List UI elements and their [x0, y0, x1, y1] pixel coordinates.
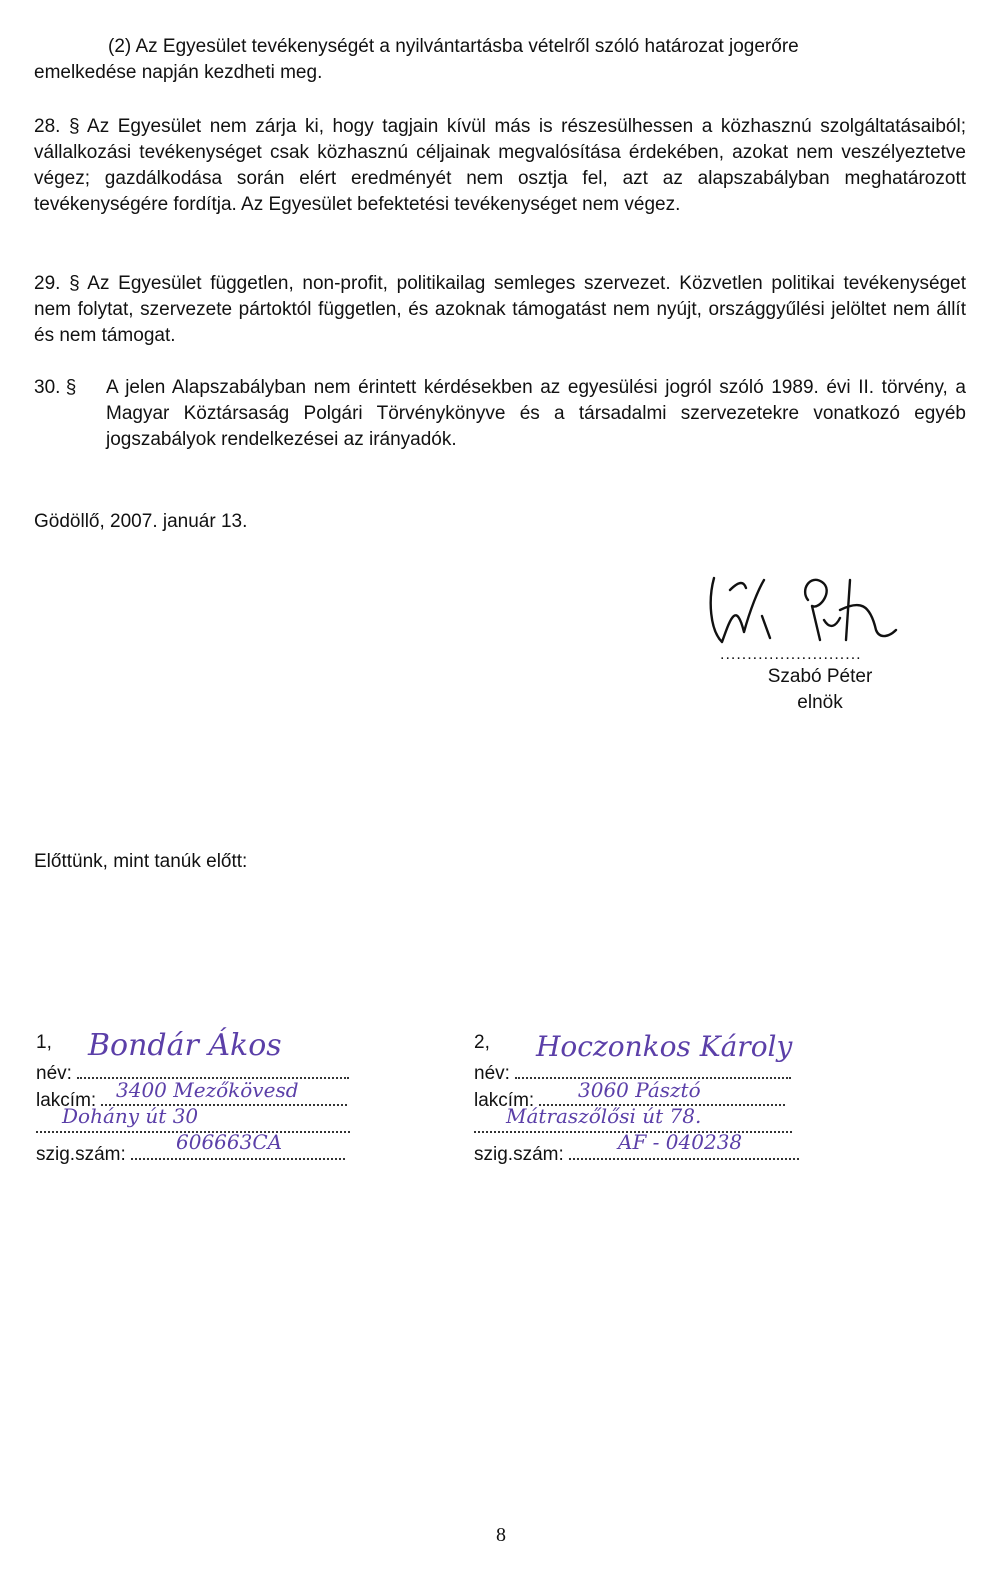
paragraph-line: emelkedése napján kezdheti meg.	[34, 62, 323, 83]
witness-number: 2,	[474, 1032, 490, 1053]
signatory-name: Szabó Péter	[767, 666, 873, 687]
paragraph-27-2	[34, 34, 966, 86]
signatory-title: elnök	[797, 692, 843, 713]
handwritten-name: Bondár Ákos	[88, 1028, 282, 1063]
paragraph-28: 28. § Az Egyesület nem zárja ki, hogy tagjain kívül más is részesülhessen a közhasznú szolgáltatásaiból; vállalkozási tevékenységet csak közhasznú céljainak megvalósítása érdekében, azokat nem veszélyeztetve végez; gazdálkodása során elért eredményét nem osztja fel, azt az alapszabályban meghatározott tevékenységére fordítja. Az Egyesület befektetési tevékenységet nem végez.	[34, 116, 966, 215]
handwritten-id: AF - 040238	[618, 1130, 743, 1154]
section-number: 30. §	[34, 377, 77, 398]
page-number: 8	[496, 1524, 506, 1546]
name-label: név:	[36, 1063, 72, 1084]
witness-block-1	[36, 1028, 376, 1172]
witness-intro: Előttünk, mint tanúk előtt:	[34, 851, 248, 872]
name-label: név:	[474, 1063, 510, 1084]
address-label: lakcím:	[36, 1090, 97, 1111]
handwritten-address: 3400 Mezőkövesd	[116, 1078, 299, 1102]
handwritten-address: 3060 Pásztó	[578, 1078, 701, 1102]
section-body: A jelen Alapszabályban nem érintett kérdésekben az egyesülési jogról szóló 1989. évi II. törvény, a Magyar Köztársaság Polgári Törvénykönyve és a társadalmi szervezetekre vonatkozó egyéb jogszabályok rendelkezései az irányadók.	[106, 377, 966, 450]
signature-line: ..........................	[720, 646, 862, 663]
witness-block-2	[474, 1032, 854, 1172]
id-label: szig.szám:	[36, 1144, 126, 1165]
place-and-date: Gödöllő, 2007. január 13.	[34, 511, 248, 532]
president-signature	[700, 560, 940, 660]
signatory	[720, 664, 920, 716]
handwritten-address: Mátraszőlősi út 78.	[506, 1104, 702, 1128]
handwritten-id: 606663CA	[176, 1130, 283, 1154]
witness-number: 1,	[36, 1032, 52, 1053]
handwritten-address: Dohány út 30	[62, 1104, 199, 1128]
id-label: szig.szám:	[474, 1144, 564, 1165]
handwritten-name: Hoczonkos Károly	[536, 1030, 793, 1063]
paragraph-line: (2) Az Egyesület tevékenységét a nyilvántartásba vételről szóló határozat jogerőre	[108, 36, 799, 57]
address-label: lakcím:	[474, 1090, 535, 1111]
paragraph-30	[34, 375, 966, 453]
paragraph-29: 29. § Az Egyesület független, non-profit, politikailag semleges szervezet. Közvetlen politikai tevékenységet nem folytat, szervezete pártoktól független, és azoknak támogatást nem nyújt, országgyűlési jelöltet nem állít és nem támogat.	[34, 273, 966, 346]
